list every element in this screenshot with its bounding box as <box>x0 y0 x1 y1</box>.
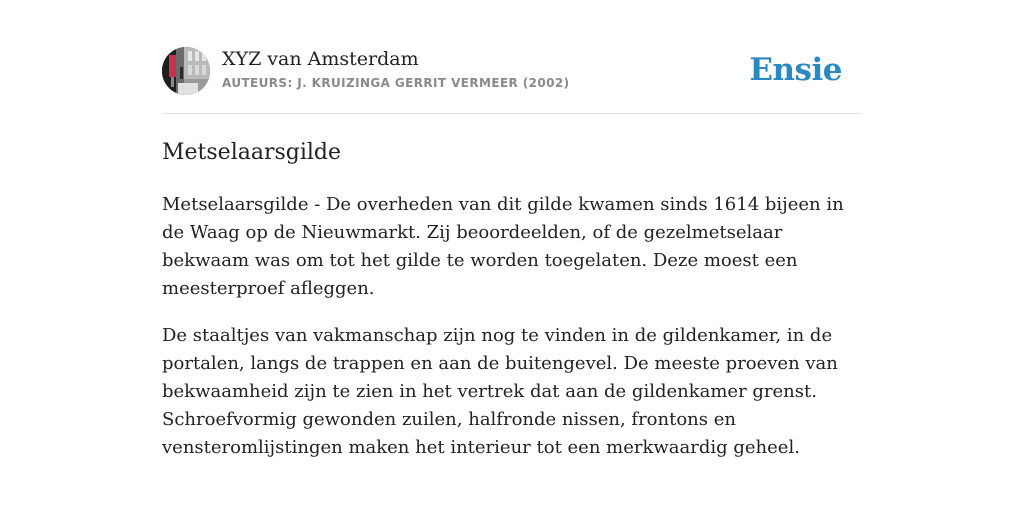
book-cover-avatar[interactable] <box>162 47 210 95</box>
book-cover-image <box>162 47 210 95</box>
entry-card <box>162 44 862 462</box>
entry-paragraph-1: Metselaarsgilde - De overheden van dit gilde kwamen sinds 1614 bijeen in de Waag op de Nieuwmarkt. Zij beoordeelden, of de gezelmetselaar bekwaam was om tot het gilde te worden toegelaten. Deze moest een meesterproef afleggen. <box>162 194 844 299</box>
book-title[interactable]: XYZ van Amsterdam <box>222 48 419 70</box>
entry-title: Metselaarsgilde <box>162 140 342 165</box>
book-authors: AUTEURS: J. KRUIZINGA GERRIT VERMEER (2002) <box>222 76 570 90</box>
entry-header <box>162 44 862 114</box>
entry-paragraph-2: De staaltjes van vakmanschap zijn nog te vinden in de gildenkamer, in de portalen, langs de trappen en aan de buitengevel. De meeste proeven van bekwaamheid zijn te zien in het vertrek dat aan de gildenkamer grenst. Schroefvormig gewonden zuilen, halfronde nissen, frontons en vensteromlijstingen maken het interieur tot een merkwaardig geheel. <box>162 325 838 458</box>
ensie-logo[interactable]: Ensie <box>749 52 842 88</box>
